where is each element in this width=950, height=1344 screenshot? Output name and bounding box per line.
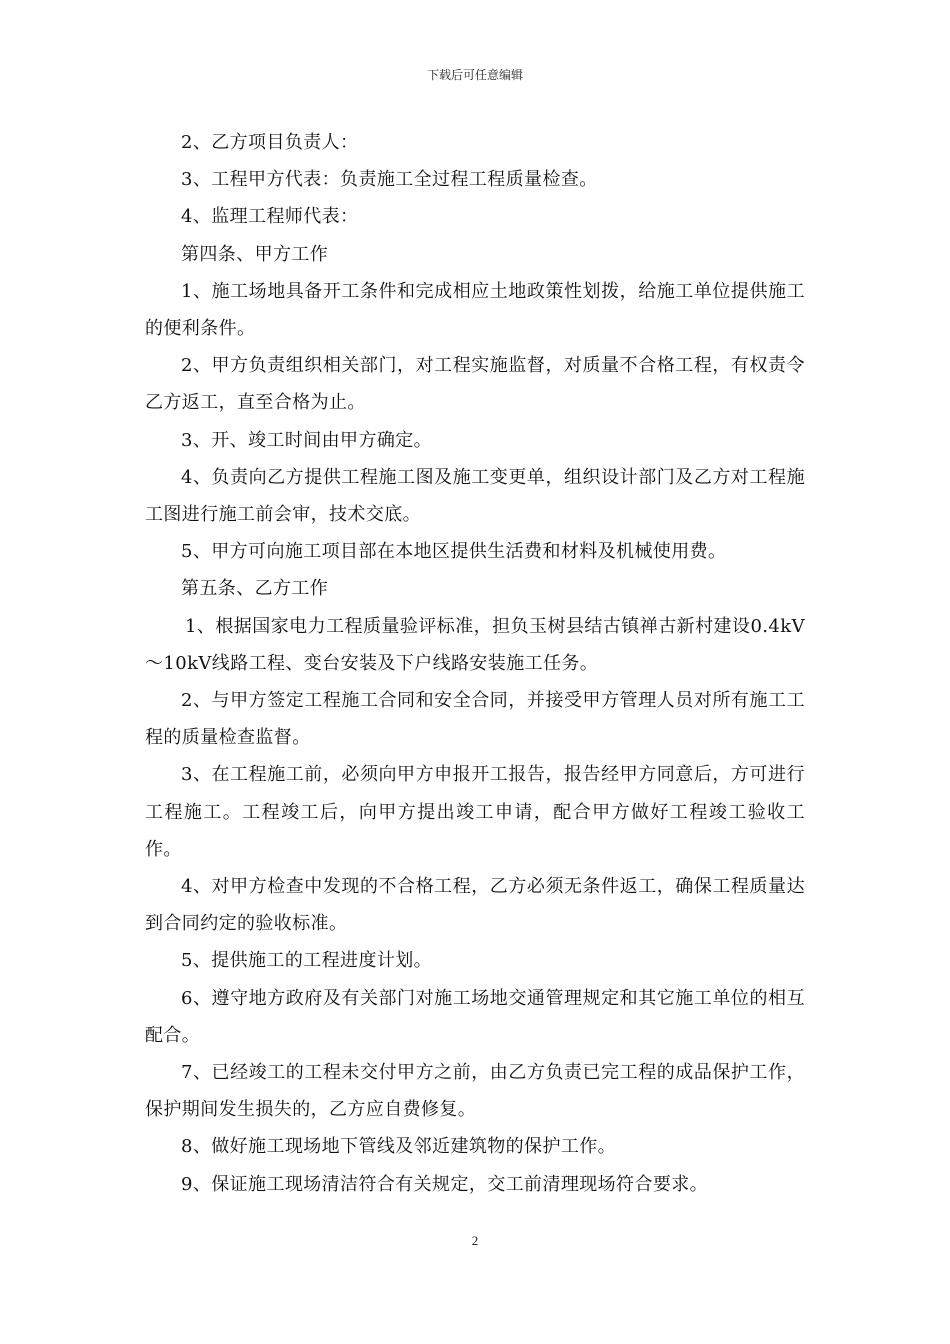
page-number: 2 (471, 1233, 479, 1248)
paragraph: 4、负责向乙方提供工程施工图及施工变更单，组织设计部门及乙方对工程施工图进行施工前会审，技术交底。 (145, 466, 805, 526)
paragraph: 3、开、竣工时间由甲方确定。 (181, 429, 433, 451)
paragraph: 2、与甲方签定工程施工合同和安全合同，并接受甲方管理人员对所有施工工程的质量检查监督。 (145, 690, 805, 749)
section-heading: 第五条、乙方工作 (181, 578, 329, 600)
paragraph: 1、施工场地具备开工条件和完成相应土地政策性划拨，给施工单位提供施工的便利条件。 (145, 280, 805, 340)
section-heading: 第四条、甲方工作 (181, 243, 329, 265)
paragraph: 2、乙方项目负责人： (181, 132, 359, 153)
page-header: 下载后可任意编辑 (426, 68, 523, 82)
paragraph: 6、遵守地方政府及有关部门对施工场地交通管理规定和其它施工单位的相互配合。 (145, 987, 805, 1046)
paragraph: 4、监理工程师代表： (181, 206, 359, 228)
paragraph: 1、根据国家电力工程质量验评标准，担负玉树县结古镇禅古新村建设0.4kV～10kV线路工程、变台安装及下户线路安装施工任务。 (145, 615, 805, 674)
paragraph: 9、保证施工现场清洁符合有关规定，交工前清理现场符合要求。 (181, 1173, 709, 1195)
paragraph: 3、在工程施工前，必须向甲方申报开工报告，报告经甲方同意后，方可进行工程施工。工程竣工后，向甲方提出竣工申请，配合甲方做好工程竣工验收工作。 (145, 764, 805, 860)
paragraph: 4、对甲方检查中发现的不合格工程，乙方必须无条件返工，确保工程质量达到合同约定的验收标准。 (145, 876, 805, 935)
paragraph: 3、工程甲方代表：负责施工全过程工程质量检查。 (181, 169, 598, 191)
document-body (145, 124, 805, 1203)
paragraph: 8、做好施工现场地下管线及邻近建筑物的保护工作。 (181, 1136, 617, 1158)
paragraph: 7、已经竣工的工程未交付甲方之前，由乙方负责已完工程的成品保护工作，保护期间发生损失的，乙方应自费修复。 (145, 1062, 805, 1121)
paragraph: 5、提供施工的工程进度计划。 (181, 950, 433, 972)
paragraph: 5、甲方可向施工项目部在本地区提供生活费和材料及机械使用费。 (181, 541, 727, 563)
paragraph: 2、甲方负责组织相关部门，对工程实施监督，对质量不合格工程，有权责令乙方返工，直至合格为止。 (145, 355, 805, 414)
